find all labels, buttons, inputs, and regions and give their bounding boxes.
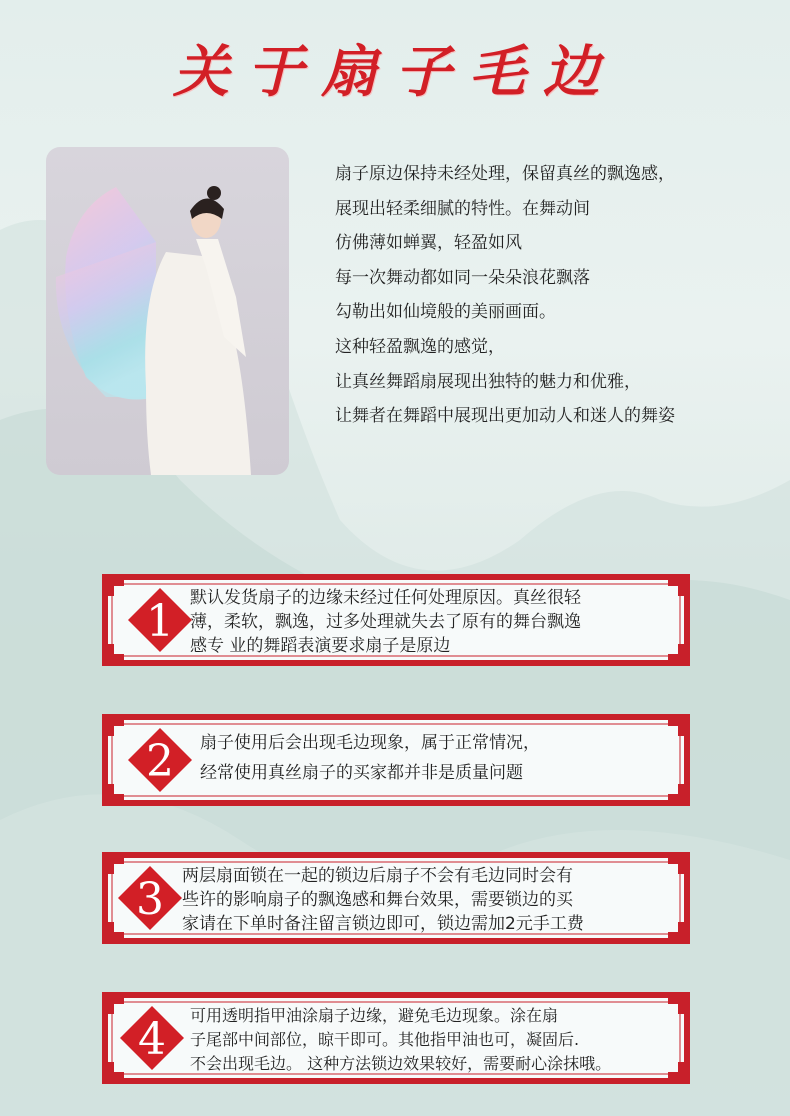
card-line: 两层扇面锁在一起的锁边后扇子不会有毛边同时会有: [182, 866, 573, 886]
card-line: 可用透明指甲油涂扇子边缘，避免毛边现象。涂在扇: [190, 1006, 559, 1025]
intro-line: 勾勒出如仙境般的美丽画面。: [335, 302, 556, 323]
info-card-3: [100, 850, 692, 946]
dancer-photo: [46, 147, 289, 475]
card-number: 2: [146, 736, 174, 787]
card-line: 家请在下单时备注留言锁边即可，锁边需加2元手工费: [182, 914, 584, 934]
intro-line: 这种轻盈飘逸的感觉，: [335, 336, 505, 357]
info-card-4: [100, 990, 692, 1086]
card-line: 感专 业的舞蹈表演要求扇子是原边: [190, 636, 451, 656]
intro-line: 展现出轻柔细腻的特性。在舞动间: [335, 198, 590, 219]
intro-line: 让真丝舞蹈扇展现出独特的魅力和优雅，: [335, 371, 641, 392]
intro-line: 仿佛薄如蝉翼，轻盈如风: [335, 233, 522, 254]
card-text: [200, 728, 692, 788]
card-number: 1: [146, 596, 174, 647]
card-line: 经常使用真丝扇子的买家都并非是质量问题: [200, 763, 523, 783]
card-line: 不会出现毛边。 这种方法锁边效果较好，需要耐心涂抹哦。: [190, 1054, 612, 1073]
card-number: 4: [138, 1014, 166, 1065]
intro-line: 扇子原边保持未经处理，保留真丝的飘逸感，: [335, 164, 675, 184]
info-card-2: [100, 712, 692, 808]
card-line: 些许的影响扇子的飘逸感和舞台效果，需要锁边的买: [182, 890, 573, 910]
card-text: [182, 864, 674, 936]
card-line: 默认发货扇子的边缘未经过任何处理原因。真丝很轻: [190, 588, 581, 608]
intro-line: 每一次舞动都如同一朵朵浪花飘落: [335, 267, 590, 288]
card-line: 子尾部中间部位，晾干即可。其他指甲油也可，凝固后.: [190, 1030, 580, 1049]
card-text: [190, 1004, 682, 1076]
card-number: 3: [136, 874, 164, 925]
card-line: 扇子使用后会出现毛边现象，属于正常情况，: [200, 733, 540, 753]
page-title: 关于扇子毛边: [173, 39, 617, 105]
card-text: [190, 586, 682, 658]
intro-line: 让舞者在舞蹈中展现出更加动人和迷人的舞姿: [335, 406, 675, 427]
intro-text: [335, 157, 755, 434]
info-card-1: [100, 572, 692, 668]
card-line: 薄，柔软，飘逸，过多处理就失去了原有的舞台飘逸: [190, 612, 581, 632]
